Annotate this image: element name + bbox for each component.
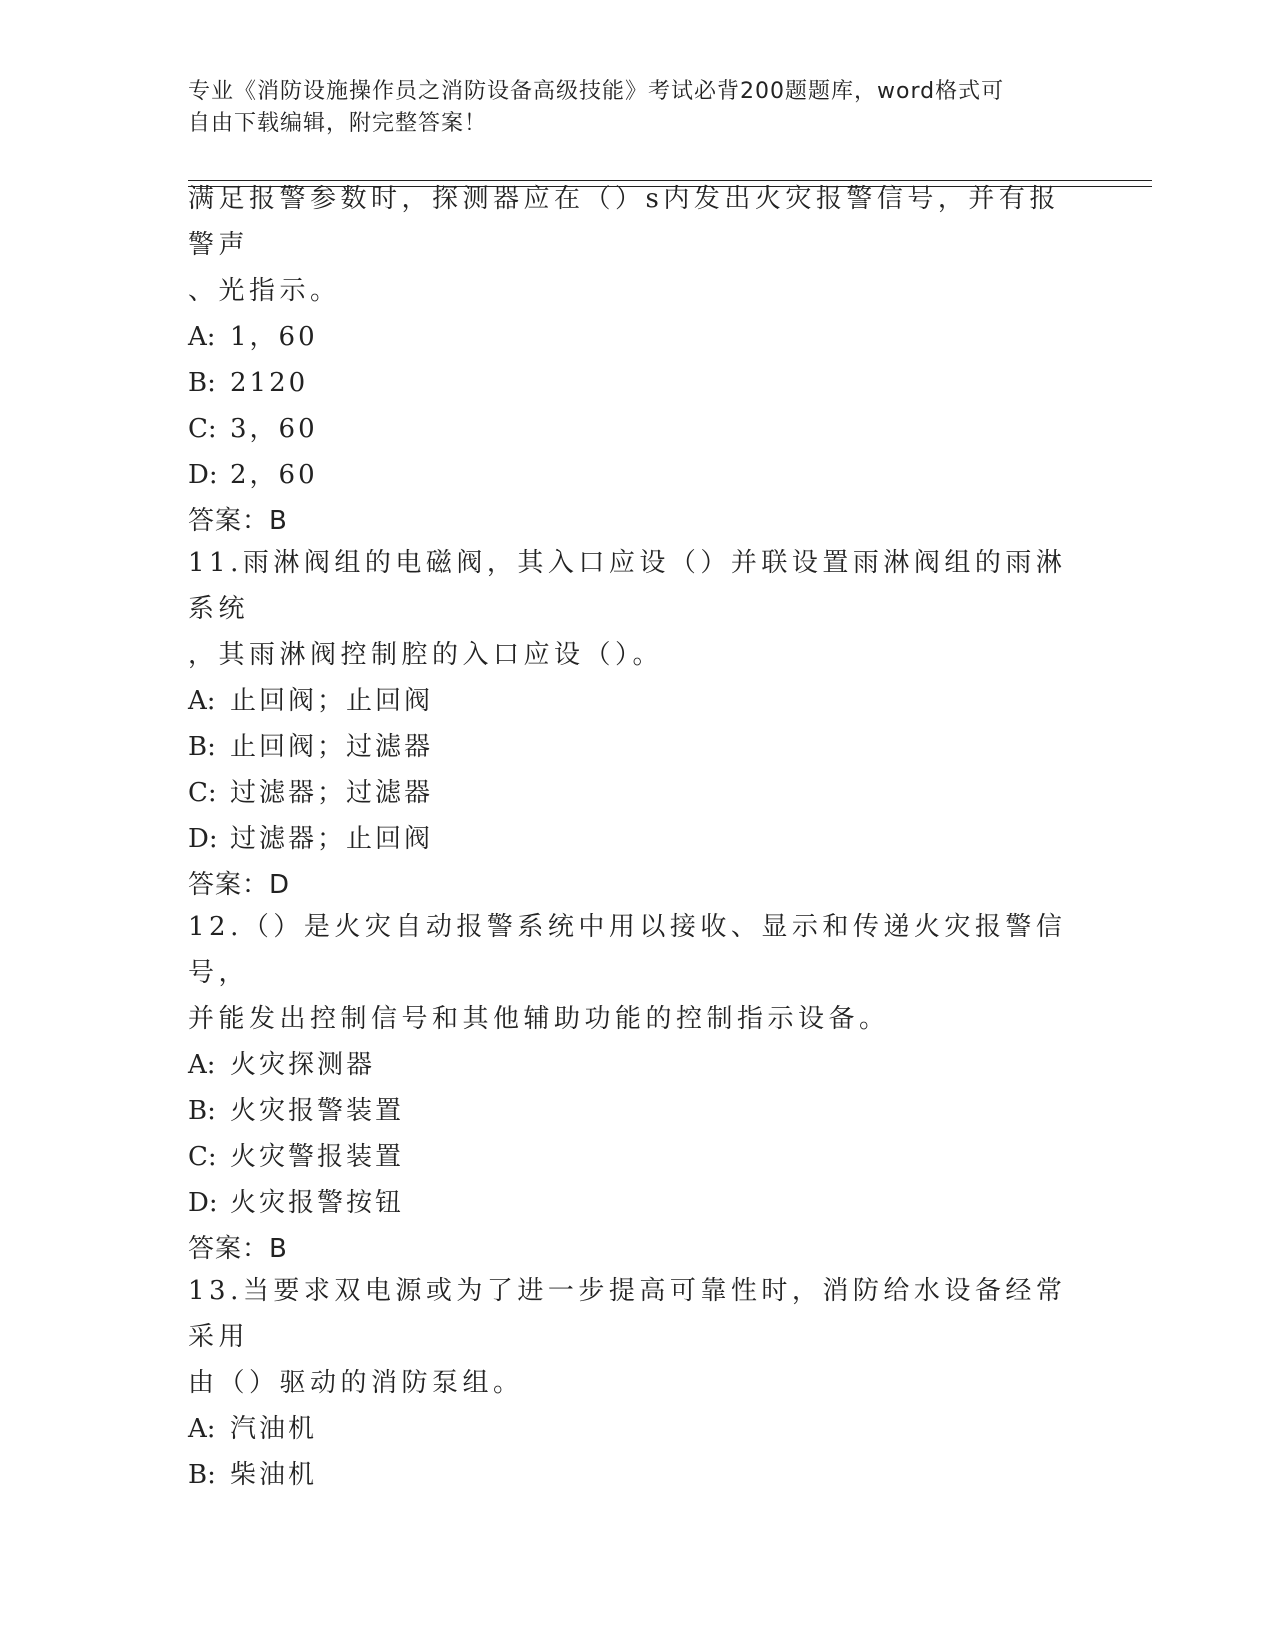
- question-stem-line-2: ，其雨淋阀控制腔的入口应设（）。: [188, 640, 664, 670]
- answer-line: 答案：B: [188, 506, 288, 536]
- answer-line: 答案：B: [188, 1234, 288, 1264]
- option-letter: A:: [188, 322, 216, 352]
- document-header: [188, 76, 1068, 140]
- option-letter: A:: [188, 686, 216, 716]
- question-stem-line-1: 12.（）是火灾自动报警系统中用以接收、显示和传递火灾报警信号，: [188, 912, 1067, 988]
- option-letter: D:: [188, 460, 218, 490]
- header-line-1: 专业《消防设施操作员之消防设备高级技能》考试必背200题题库，word格式可: [188, 79, 1005, 104]
- option-d: [188, 816, 1088, 862]
- question-stem-line-2: 、光指示。: [188, 276, 341, 306]
- option-b: [188, 724, 1088, 770]
- option-text: 1，60: [230, 322, 318, 352]
- option-letter: D:: [188, 824, 218, 854]
- option-text: 火灾报警装置: [230, 1096, 405, 1126]
- question-block: [188, 1268, 1088, 1498]
- option-text: 3，60: [230, 414, 318, 444]
- option-text: 2，60: [230, 460, 318, 490]
- option-letter: B:: [188, 1096, 216, 1126]
- option-letter: C:: [188, 1142, 217, 1172]
- option-b: [188, 1452, 1088, 1498]
- option-text: 火灾警报装置: [230, 1142, 405, 1172]
- option-d: [188, 452, 1088, 498]
- option-letter: A:: [188, 1050, 216, 1080]
- question-stem-line-2: 并能发出控制信号和其他辅助功能的控制指示设备。: [188, 1004, 890, 1034]
- question-block: [188, 540, 1088, 908]
- question-block: [188, 176, 1088, 544]
- option-text: 止回阀；过滤器: [230, 732, 434, 762]
- option-text: 2120: [230, 368, 309, 398]
- question-stem-line-1: 11.雨淋阀组的电磁阀，其入口应设（）并联设置雨淋阀组的雨淋系统: [188, 548, 1067, 624]
- option-a: [188, 314, 1088, 360]
- option-text: 汽油机: [230, 1414, 318, 1444]
- question-stem-line-2: 由（）驱动的消防泵组。: [188, 1368, 524, 1398]
- option-letter: A:: [188, 1414, 216, 1444]
- option-a: [188, 678, 1088, 724]
- option-text: 止回阀；止回阀: [230, 686, 434, 716]
- option-text: 火灾报警按钮: [230, 1188, 405, 1218]
- option-c: [188, 1134, 1088, 1180]
- question-block: [188, 904, 1088, 1272]
- option-a: [188, 1406, 1088, 1452]
- option-text: 过滤器；止回阀: [230, 824, 434, 854]
- option-letter: B:: [188, 732, 216, 762]
- question-stem-line-1: 满足报警参数时，探测器应在（）s内发出火灾报警信号，并有报警声: [188, 184, 1060, 260]
- option-text: 过滤器；过滤器: [230, 778, 434, 808]
- option-letter: C:: [188, 414, 217, 444]
- answer-line: 答案：D: [188, 870, 291, 900]
- option-c: [188, 770, 1088, 816]
- option-text: 火灾探测器: [230, 1050, 376, 1080]
- option-d: [188, 1180, 1088, 1226]
- option-a: [188, 1042, 1088, 1088]
- header-line-2: 自由下载编辑，附完整答案！: [188, 111, 488, 136]
- option-letter: C:: [188, 778, 217, 808]
- option-letter: B:: [188, 1460, 216, 1490]
- option-b: [188, 360, 1088, 406]
- option-c: [188, 406, 1088, 452]
- option-text: 柴油机: [230, 1460, 318, 1490]
- question-stem-line-1: 13.当要求双电源或为了进一步提高可靠性时，消防给水设备经常采用: [188, 1276, 1067, 1352]
- option-b: [188, 1088, 1088, 1134]
- option-letter: B:: [188, 368, 216, 398]
- option-letter: D:: [188, 1188, 218, 1218]
